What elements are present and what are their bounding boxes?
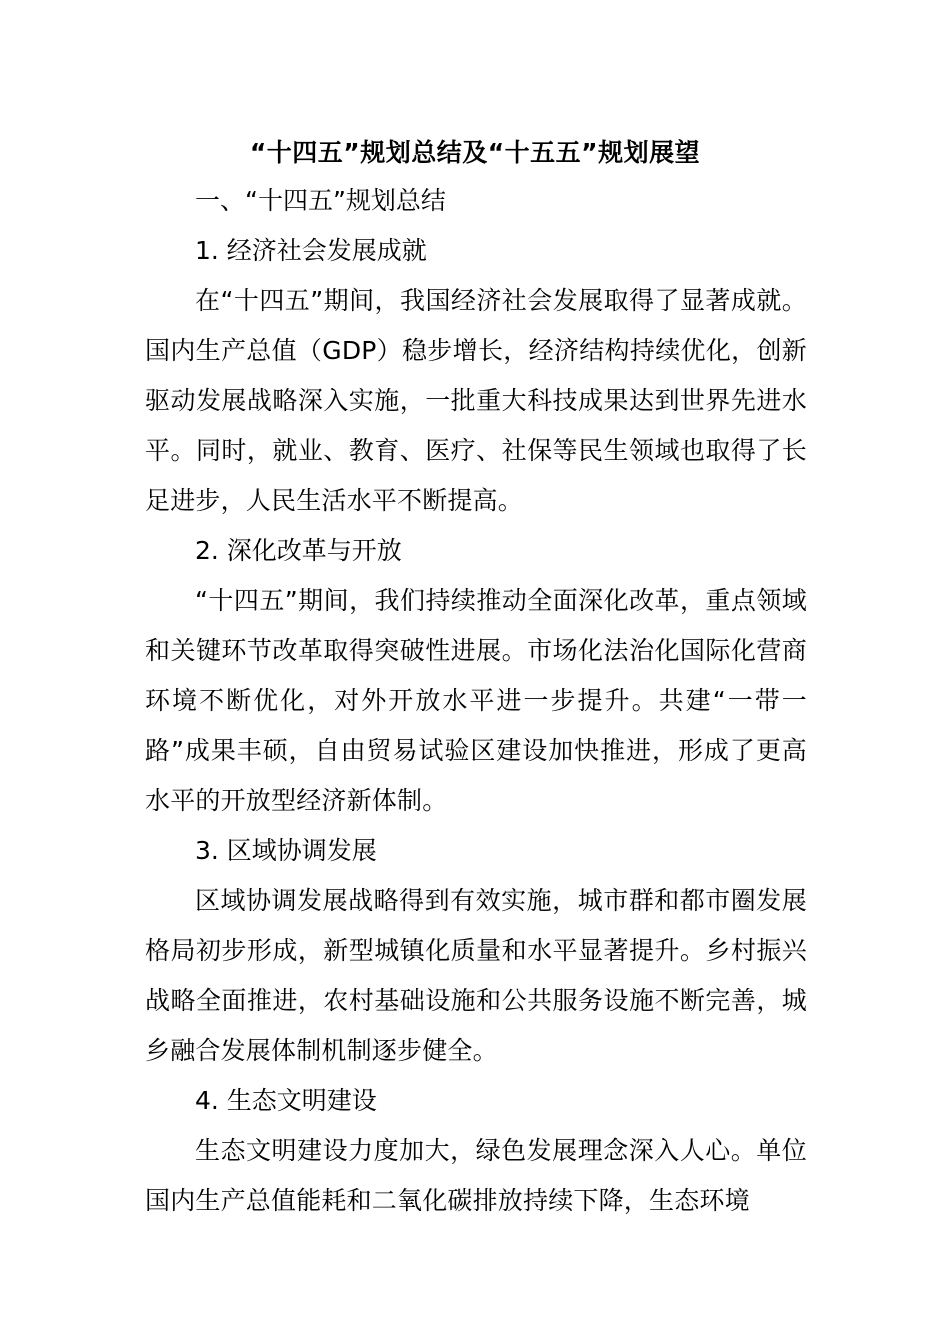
subsection-heading-1: 1. 经济社会发展成就	[195, 236, 427, 265]
document-title: “十四五”规划总结及“十五五”规划展望	[249, 138, 701, 167]
subsection-heading-2: 2. 深化改革与开放	[195, 536, 402, 565]
paragraph-4: 生态文明建设力度加大，绿色发展理念深入人心。单位国内生产总值能耗和二氧化碳排放持续下降，生态环境	[145, 1136, 807, 1215]
paragraph-1: 在“十四五”期间，我国经济社会发展取得了显著成就。国内生产总值（GDP）稳步增长，经济结构持续优化，创新驱动发展战略深入实施，一批重大科技成果达到世界先进水平。同时，就业、教育、医疗、社保等民生领域也取得了长足进步，人民生活水平不断提高。	[145, 286, 807, 515]
document-body	[145, 176, 807, 1226]
paragraph-2: “十四五”期间，我们持续推动全面深化改革，重点领域和关键环节改革取得突破性进展。市场化法治化国际化营商环境不断优化，对外开放水平进一步提升。共建“一带一路”成果丰硕，自由贸易试验区建设加快推进，形成了更高水平的开放型经济新体制。	[145, 586, 807, 815]
subsection-heading-4: 4. 生态文明建设	[195, 1086, 377, 1115]
subsection-heading-3: 3. 区域协调发展	[195, 836, 377, 865]
section-heading: 一、“十四五”规划总结	[195, 186, 446, 215]
paragraph-3: 区域协调发展战略得到有效实施，城市群和都市圈发展格局初步形成，新型城镇化质量和水平显著提升。乡村振兴战略全面推进，农村基础设施和公共服务设施不断完善，城乡融合发展体制机制逐步健全。	[145, 886, 807, 1065]
